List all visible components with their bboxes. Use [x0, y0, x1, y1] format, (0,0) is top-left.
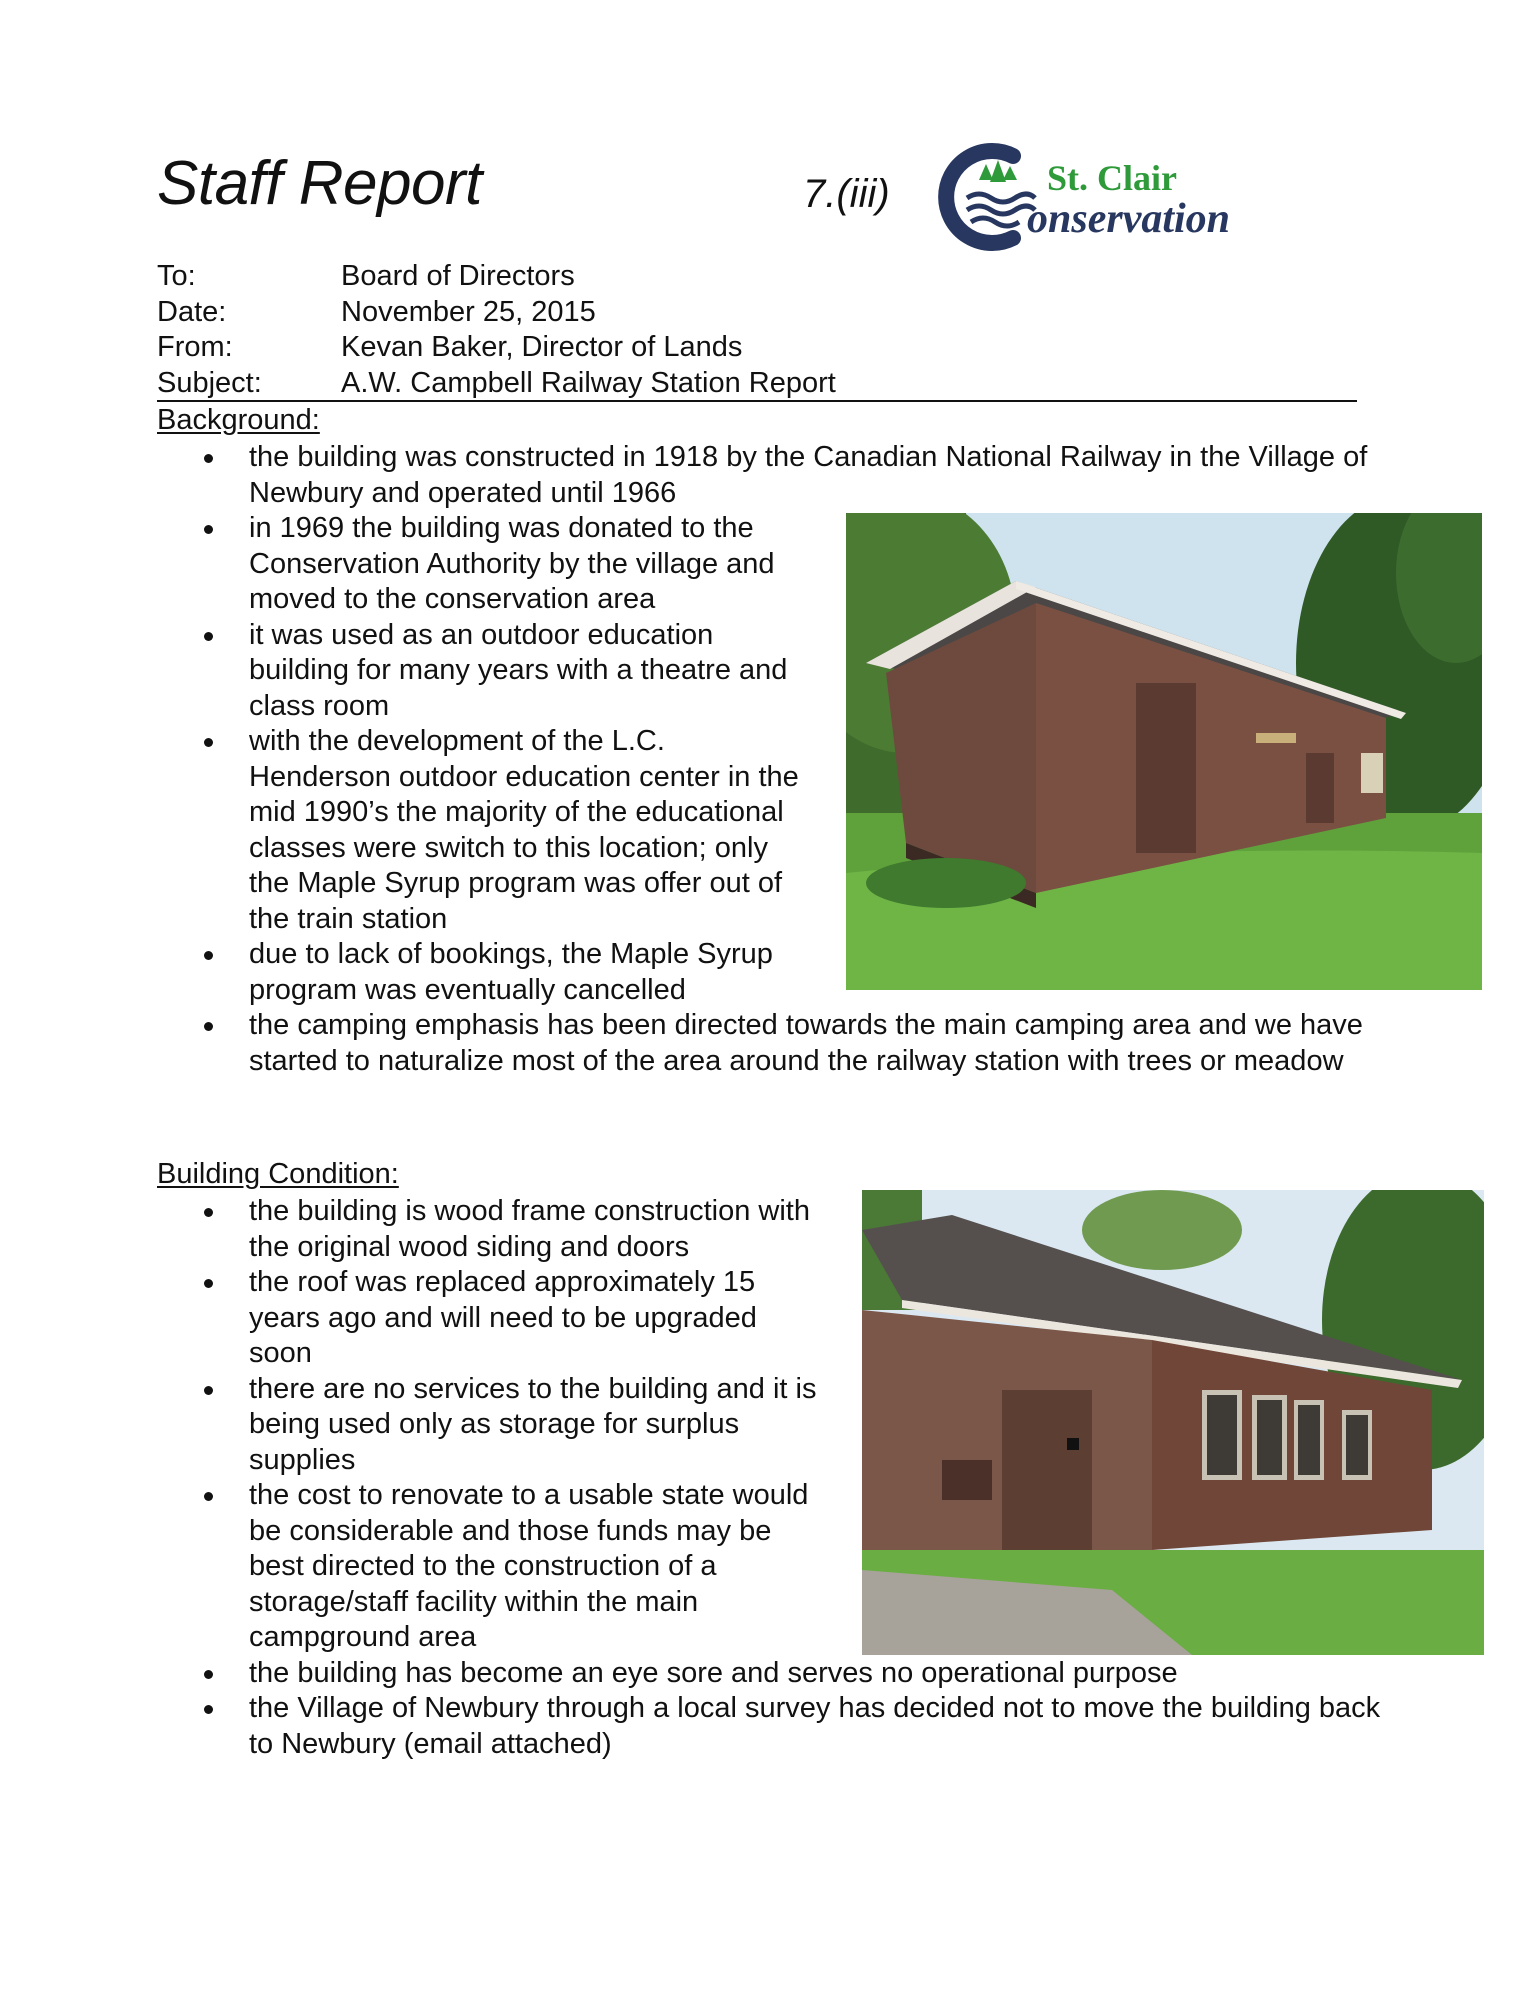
list-item: the building was constructed in 1918 by the Canadian National Railway in the Village of Newbury and operated until 1966: [157, 440, 1399, 511]
building-condition-heading: Building Condition:: [157, 1158, 399, 1190]
date-label: Date:: [157, 295, 227, 328]
list-item: the building is wood frame construction with the original wood siding and doors: [157, 1194, 819, 1265]
subject-row: [157, 366, 1357, 402]
list-item: the building has become an eye sore and serves no operational purpose: [157, 1656, 1399, 1692]
list-item: the camping emphasis has been directed towards the main camping area and we have started to naturalize most of the area around the railway station with trees or meadow: [157, 1008, 1399, 1079]
list-item: the cost to renovate to a usable state would be considerable and those funds may be best directed to the construction of a storage/staff facility within the main campground area: [157, 1478, 819, 1656]
station-photo-front: [862, 1190, 1484, 1655]
date-row: [157, 295, 1357, 331]
report-title: Staff Report: [157, 149, 482, 218]
from-label: From:: [157, 331, 233, 363]
station-photo-side: [846, 513, 1482, 990]
list-item: due to lack of bookings, the Maple Syrup program was eventually cancelled: [157, 937, 804, 1008]
subject-value: A.W. Campbell Railway Station Report: [341, 366, 836, 399]
background-heading: Background:: [157, 404, 320, 436]
svg-text:onservation: onservation: [1027, 196, 1231, 242]
date-value: November 25, 2015: [341, 295, 596, 328]
list-item: the roof was replaced approximately 15 years ago and will need to be upgraded soon: [157, 1265, 819, 1372]
to-value: Board of Directors: [341, 260, 575, 292]
svg-text:St. Clair: St. Clair: [1047, 158, 1177, 198]
from-value: Kevan Baker, Director of Lands: [341, 331, 743, 363]
list-item: the Village of Newbury through a local survey has decided not to move the building back to Newbury (email attached): [157, 1691, 1399, 1762]
subject-label: Subject:: [157, 366, 262, 399]
agenda-item-number: 7.(iii): [803, 172, 890, 216]
report-metadata: [157, 259, 1357, 401]
from-row: [157, 330, 1357, 366]
st-clair-conservation-logo: [935, 142, 1265, 252]
list-item: with the development of the L.C. Henderson outdoor education center in the mid 1990’s the majority of the educational classes were switch to this location; only the Maple Syrup program was offer out of the train station: [157, 724, 804, 937]
list-item: it was used as an outdoor education building for many years with a theatre and class room: [157, 618, 804, 725]
list-item: there are no services to the building and it is being used only as storage for surplus supplies: [157, 1372, 819, 1479]
header-divider: [157, 400, 1357, 402]
list-item: in 1969 the building was donated to the Conservation Authority by the village and moved to the conservation area: [157, 511, 804, 618]
to-row: [157, 259, 1357, 295]
to-label: To:: [157, 260, 196, 292]
